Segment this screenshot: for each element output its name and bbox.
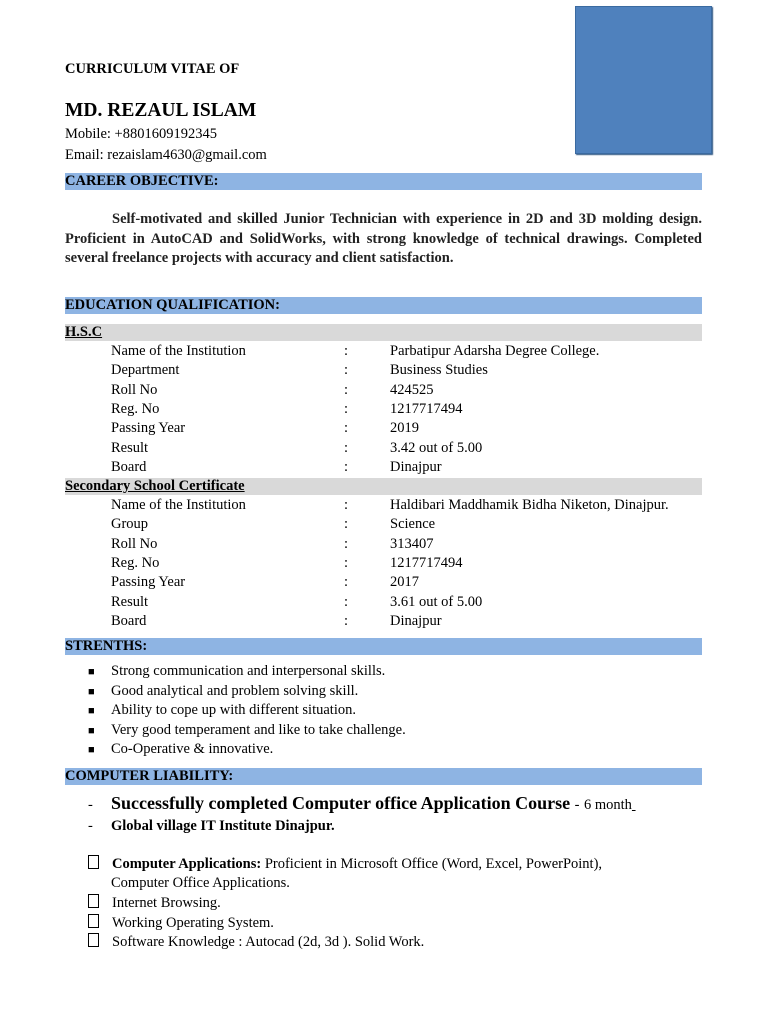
ssc-row <box>111 573 711 592</box>
ssc-label: Group <box>111 516 149 533</box>
ssc-value: 2017 <box>390 574 419 591</box>
checkbox-glyph-icon <box>88 914 99 928</box>
ssc-label: Passing Year <box>111 574 186 591</box>
ssc-label: Board <box>111 612 147 629</box>
course-title: Successfully completed Computer office Application Course <box>111 793 571 813</box>
square-bullet-icon: ■ <box>88 666 95 678</box>
colon-separator: : <box>344 554 349 571</box>
checkbox-glyph-icon <box>88 933 99 947</box>
ssc-value: Haldibari Maddhamik Bidha Niketon, Dinajpur. <box>390 497 669 513</box>
course-separator: - <box>574 797 580 813</box>
computer-applications-item <box>88 855 602 875</box>
section-career-objective: CAREER OBJECTIVE: <box>65 173 702 190</box>
strength-text: Very good temperament and like to take challenge. <box>111 721 406 738</box>
profile-photo <box>575 6 712 154</box>
colon-separator: : <box>344 574 349 591</box>
strength-item <box>88 662 385 681</box>
ssc-row <box>111 612 711 631</box>
hsc-label: Passing Year <box>111 420 186 437</box>
hsc-value: 424525 <box>390 381 434 398</box>
square-bullet-icon: ■ <box>88 685 95 698</box>
strength-text: Good analytical and problem solving skill. <box>111 682 359 699</box>
strength-text: Strong communication and interpersonal skills. <box>111 663 386 679</box>
course-duration: 6 month <box>583 797 632 813</box>
colon-separator: : <box>344 593 349 610</box>
computer-applications-text: Proficient in Microsoft Office (Word, Excel, PowerPoint), <box>261 856 603 872</box>
square-bullet-icon: ■ <box>88 724 95 737</box>
ssc-row <box>111 593 711 612</box>
institute-name: Global village IT Institute Dinajpur. <box>111 818 335 834</box>
ssc-row <box>111 554 711 573</box>
strength-item <box>88 721 406 740</box>
duration-underline <box>632 797 636 813</box>
colon-separator: : <box>344 535 349 552</box>
mobile-number: Mobile: +8801609192345 <box>65 126 217 142</box>
ssc-value: Science <box>390 516 436 533</box>
ssc-label: Reg. No <box>111 554 160 571</box>
strength-item <box>88 740 273 759</box>
computer-item-text: Software Knowledge : Autocad (2d, 3d ). Solid Work. <box>112 934 425 950</box>
dash-marker: - <box>88 797 93 813</box>
section-strengths: STRENTHS: <box>65 638 702 655</box>
colon-separator: : <box>344 400 349 417</box>
hsc-row <box>111 381 711 400</box>
course-line <box>88 793 636 814</box>
computer-applications-cont: Computer Office Applications. <box>111 875 290 891</box>
colon-separator: : <box>344 343 349 359</box>
ssc-label: Result <box>111 593 149 610</box>
ssc-row <box>111 535 711 554</box>
colon-separator: : <box>344 381 349 398</box>
ssc-heading: Secondary School Certificate <box>65 478 702 495</box>
computer-item-text: Working Operating System. <box>112 914 274 931</box>
hsc-label: Result <box>111 439 149 456</box>
colon-separator: : <box>344 458 349 475</box>
hsc-row <box>111 361 711 380</box>
computer-item-text: Internet Browsing. <box>112 895 221 911</box>
hsc-value: 3.42 out of 5.00 <box>390 439 483 456</box>
dash-marker: - <box>88 818 93 834</box>
hsc-row <box>111 400 711 419</box>
square-bullet-icon: ■ <box>88 705 95 717</box>
section-computer: COMPUTER LIABILITY: <box>65 768 702 785</box>
colon-separator: : <box>344 420 349 437</box>
hsc-label: Department <box>111 362 180 379</box>
cv-title: CURRICULUM VITAE OF <box>65 61 240 77</box>
hsc-value: Parbatipur Adarsha Degree College. <box>390 343 600 359</box>
hsc-label: Roll No <box>111 381 158 398</box>
colon-separator: : <box>344 612 349 629</box>
computer-applications-label: Computer Applications: <box>112 856 262 872</box>
hsc-value: 1217717494 <box>390 400 463 417</box>
colon-separator: : <box>344 439 349 456</box>
square-bullet-icon: ■ <box>88 744 95 756</box>
hsc-row <box>111 439 711 458</box>
hsc-row <box>111 342 711 361</box>
hsc-row <box>111 458 711 477</box>
ssc-value: 313407 <box>390 535 434 552</box>
strength-text: Ability to cope up with different situation. <box>111 702 356 718</box>
colon-separator: : <box>344 516 349 533</box>
section-education: EDUCATION QUALIFICATION: <box>65 297 702 314</box>
strength-text: Co-Operative & innovative. <box>111 741 274 757</box>
objective-text: Self-motivated and skilled Junior Technician with experience in 2D and 3D molding design. Proficient in AutoCAD and SolidWorks, with strong knowledge of technical drawings. Completed several freelance projects with accuracy and client satisfaction. <box>65 211 702 266</box>
email-address: Email: rezaislam4630@gmail.com <box>65 147 267 163</box>
ssc-value: 1217717494 <box>390 554 463 571</box>
hsc-label: Reg. No <box>111 400 160 417</box>
colon-separator: : <box>344 362 349 379</box>
hsc-heading: H.S.C <box>65 324 702 341</box>
hsc-label: Name of the Institution <box>111 343 246 359</box>
checkbox-glyph-icon <box>88 894 99 908</box>
colon-separator: : <box>344 497 349 513</box>
hsc-value: Dinajpur <box>390 458 442 475</box>
strength-item <box>88 682 358 701</box>
ssc-label: Roll No <box>111 535 158 552</box>
computer-item <box>88 914 274 934</box>
hsc-label: Board <box>111 458 147 475</box>
computer-item <box>88 933 424 953</box>
computer-item <box>88 894 221 914</box>
ssc-value: Dinajpur <box>390 612 442 629</box>
ssc-value: 3.61 out of 5.00 <box>390 593 483 610</box>
strength-item <box>88 701 356 720</box>
ssc-row <box>111 515 711 534</box>
hsc-row <box>111 419 711 438</box>
candidate-name: MD. REZAUL ISLAM <box>65 100 257 121</box>
institute-line <box>88 818 335 835</box>
checkbox-glyph-icon <box>88 855 99 869</box>
hsc-value: Business Studies <box>390 362 488 379</box>
ssc-row <box>111 496 711 515</box>
hsc-value: 2019 <box>390 420 419 437</box>
ssc-label: Name of the Institution <box>111 497 246 513</box>
